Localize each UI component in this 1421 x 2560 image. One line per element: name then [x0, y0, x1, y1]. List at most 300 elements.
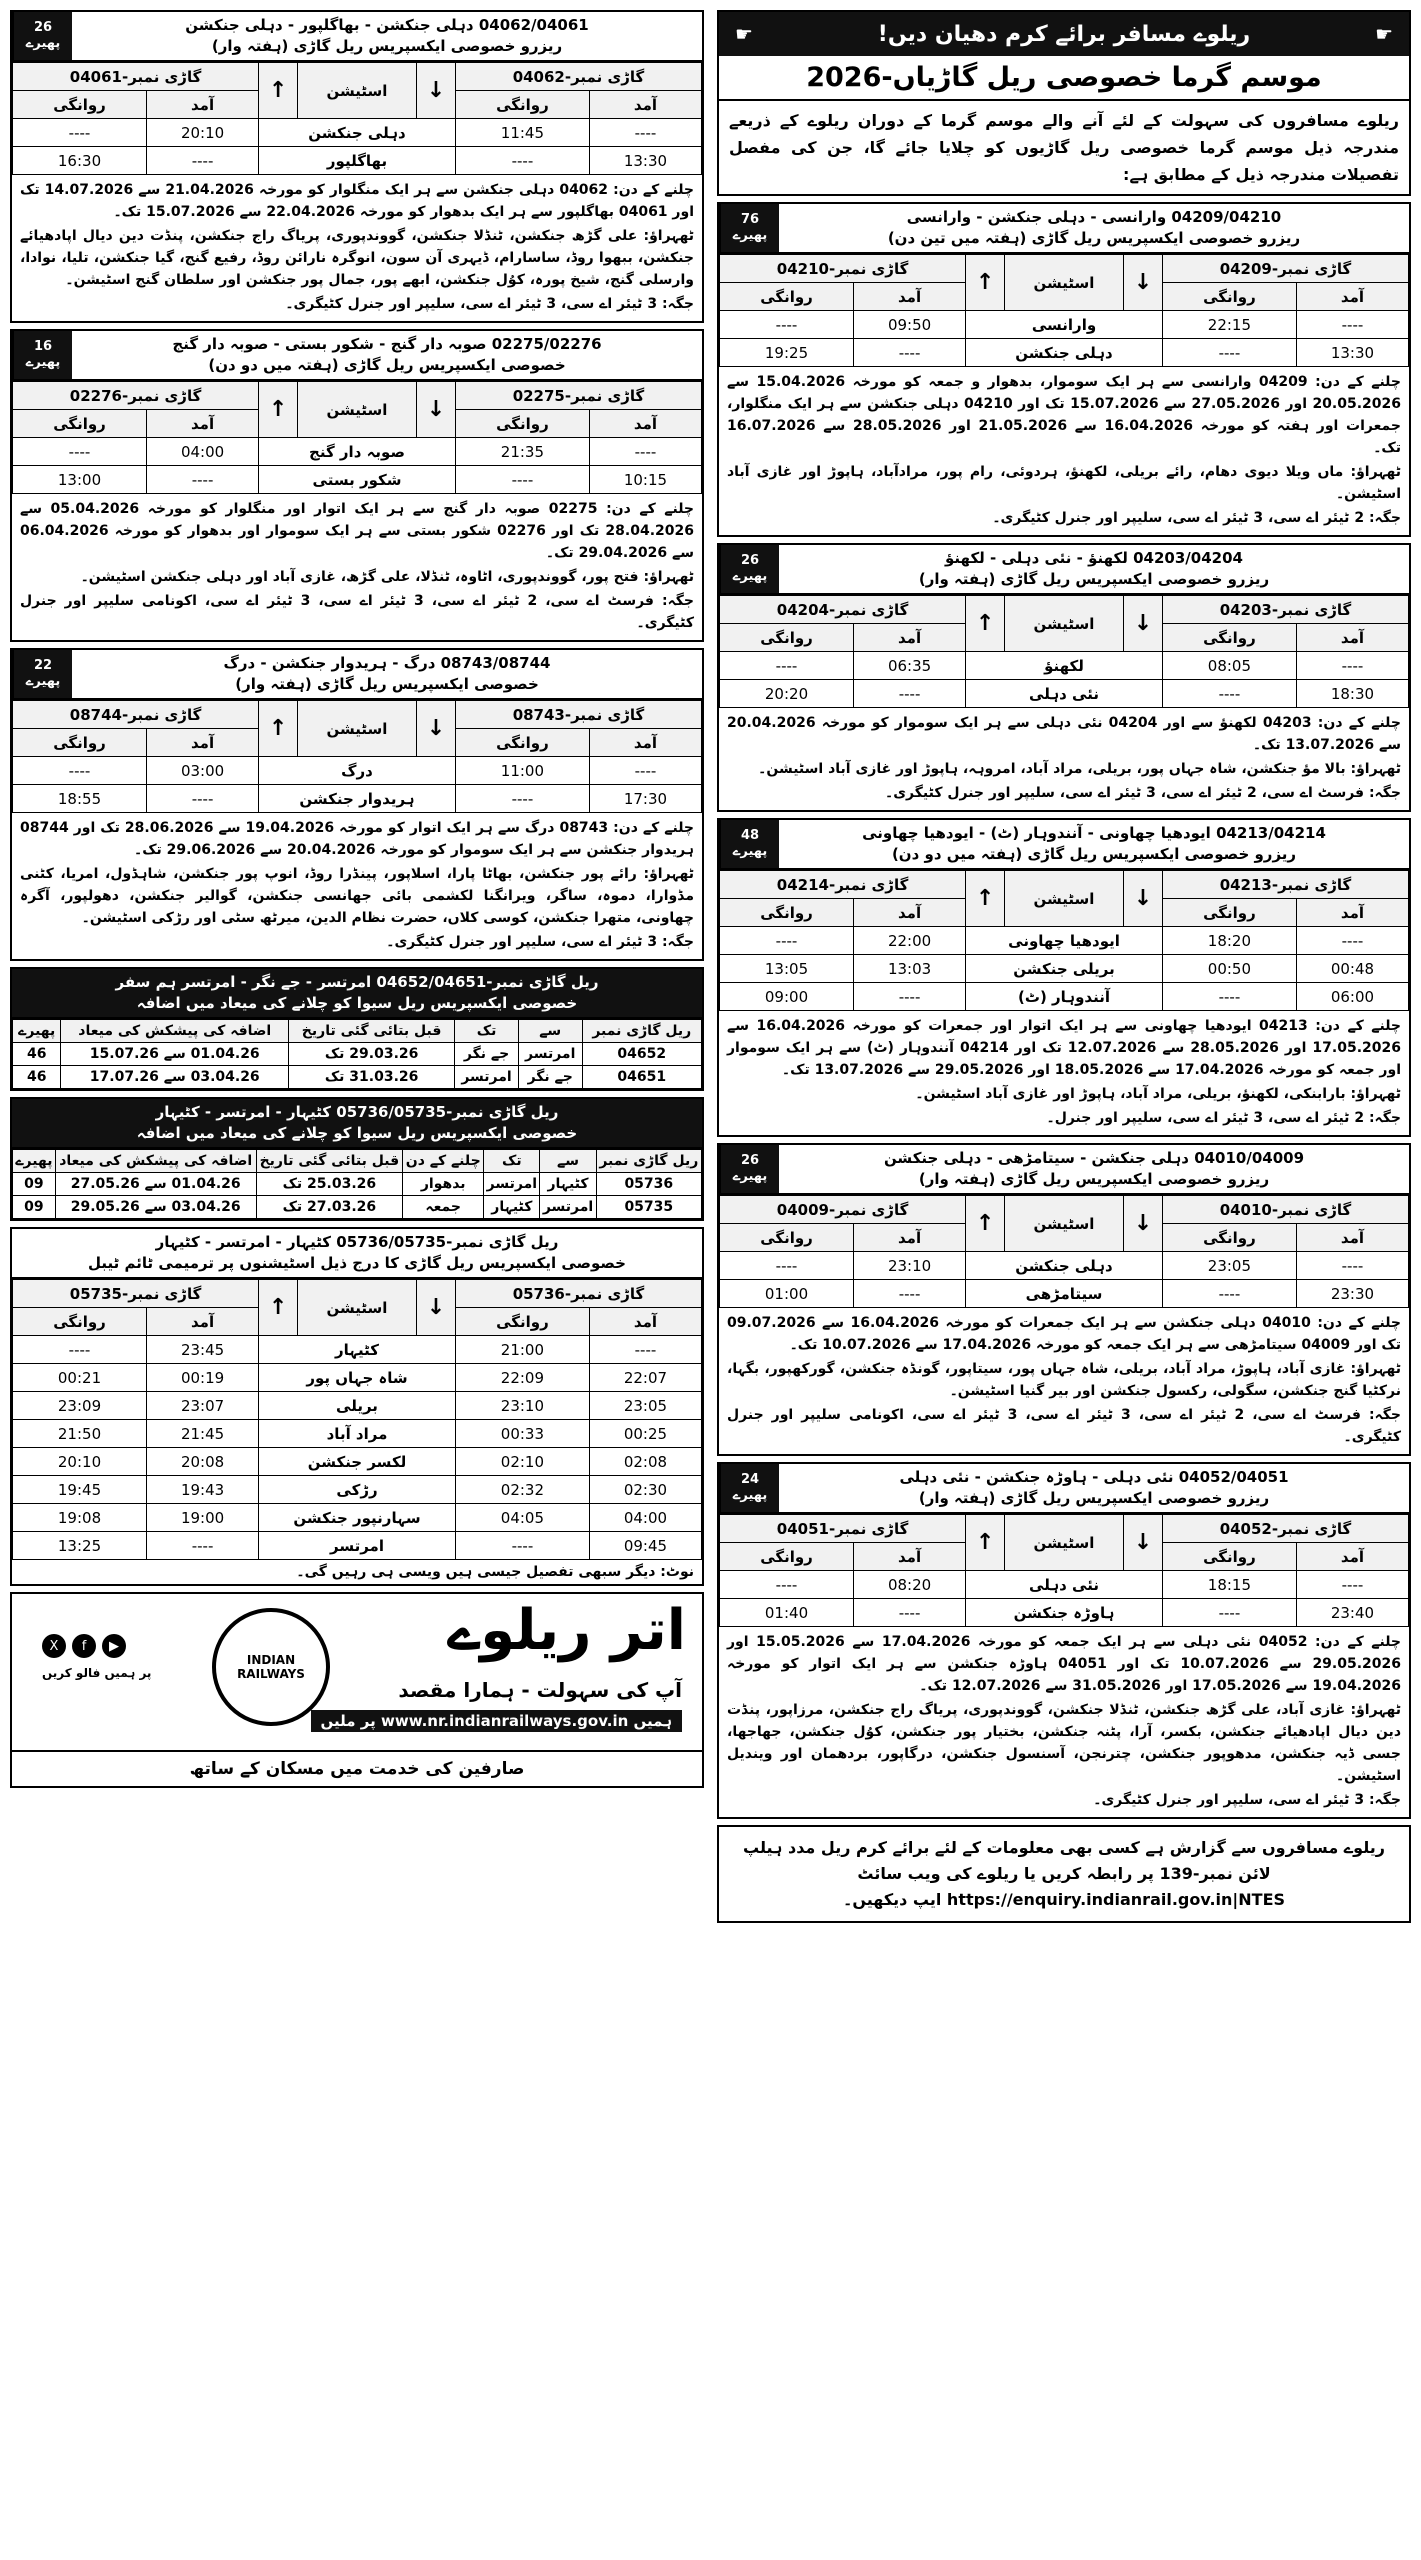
- arr-header: آمد: [1296, 1224, 1408, 1252]
- dep-header: روانگی: [13, 729, 147, 757]
- arr-header: آمد: [1296, 283, 1408, 311]
- dep-time-a: ----: [1162, 983, 1296, 1011]
- arrow-down-icon: ↓: [1123, 1515, 1162, 1571]
- train-number-b: گاڑی نمبر-04204: [720, 596, 966, 624]
- arr-time-a: ----: [589, 1336, 701, 1364]
- dep-header: روانگی: [455, 410, 589, 438]
- facebook-icon[interactable]: f: [72, 1634, 96, 1658]
- ext-row: [13, 1173, 702, 1196]
- arr-time-b: 08:20: [854, 1571, 966, 1599]
- dep-time-b: 19:25: [720, 339, 854, 367]
- train-title: [72, 12, 702, 60]
- arr-time-b: 19:43: [147, 1476, 259, 1504]
- train-type: ریزرو خصوصی ایکسپریس ریل گاڑی (ہفتہ میں دو دن): [891, 845, 1297, 863]
- running-days: چلنے کے دن: 08743 درگ سے ہر ایک اتوار کو مورخہ 19.04.2026 سے 28.06.2026 تک اور 08744 ہریدوار جنکشن سے ہر ایک سوموار کو مورخہ 20.04.2026 سے 29.06.2026 تک۔: [20, 820, 695, 858]
- arr-time-b: 22:00: [854, 927, 966, 955]
- station-row: [13, 147, 702, 175]
- dep-time-a: 22:09: [455, 1364, 589, 1392]
- arr-time-b: 00:19: [147, 1364, 259, 1392]
- station-name: سیتامڑھی: [966, 1280, 1163, 1308]
- train-header: [719, 820, 1409, 870]
- timetable: [12, 381, 702, 494]
- coaches: جگہ: فرسٹ اے سی، 2 ٹیئر اے سی، 3 ٹیئر اے سی، 3 ٹیئر اے سی، اکونامی سلیپر اور جنرل کٹیگری۔: [727, 1407, 1402, 1445]
- train-type: ریزرو خصوصی ایکسپریس ریل گاڑی (ہفتہ وار): [918, 1489, 1270, 1507]
- dep-time-b: 13:05: [720, 955, 854, 983]
- station-row: [13, 785, 702, 813]
- dep-time-a: 21:00: [455, 1336, 589, 1364]
- halts: ٹھہراؤ: بالا مؤ جنکشن، شاہ جہاں پور، بریلی، مراد آباد، امروہہ، ہاپوڑ اور غازی آباد اسٹیشن۔: [758, 761, 1401, 777]
- ext-cell: 46: [13, 1043, 61, 1066]
- halts: ٹھہراؤ: فتح پور، گووندپوری، اٹاوہ، ٹنڈلا، علی گڑھ، غازی آباد اور دہلی جنکشن اسٹیشن۔: [80, 569, 694, 585]
- arr-header: آمد: [589, 1308, 701, 1336]
- dep-header: روانگی: [720, 1543, 854, 1571]
- arrow-down-icon: ↓: [416, 63, 455, 119]
- helpline-notice: ریلوے مسافروں سے گزارش ہے کسی بھی معلومات کے لئے برائے کرم ریل مدد ہیلپ لائن نمبر-139 پر رابطہ کریں یا ریلوے کی ویب سائٹ https://enquiry.indianrail.gov.in|NTES ایپ دیکھیں۔: [717, 1825, 1411, 1923]
- train-notes: [719, 1627, 1409, 1817]
- arrow-up-icon: ↑: [966, 255, 1005, 311]
- station-row: [13, 466, 702, 494]
- arr-time-a: ----: [589, 757, 701, 785]
- station-row: [720, 983, 1409, 1011]
- dep-time-a: 02:10: [455, 1448, 589, 1476]
- train-title: [779, 545, 1409, 593]
- revised-title-line1: ریل گاڑی نمبر-05736/05735 کٹیہار - امرتسر - کٹیہار: [155, 1233, 559, 1251]
- station-row: [13, 1504, 702, 1532]
- dep-header: روانگی: [13, 410, 147, 438]
- arr-header: آمد: [1296, 624, 1408, 652]
- right-column: [717, 10, 1411, 1923]
- train-title: [779, 1464, 1409, 1512]
- ext-header: [12, 1099, 702, 1149]
- left-column: [10, 10, 704, 1788]
- arr-time-a: 00:25: [589, 1420, 701, 1448]
- arrow-down-icon: ↓: [416, 382, 455, 438]
- train-type: خصوصی ایکسپریس ریل گاڑی (ہفتہ میں دو دن): [208, 356, 566, 374]
- station-row: [720, 1252, 1409, 1280]
- trips-badge: 22 پھیرے: [12, 650, 72, 698]
- station-row: [13, 1364, 702, 1392]
- coaches: جگہ: 3 ٹیئر اے سی، 3 ٹیئر اے سی، سلیپر اور جنرل کٹیگری۔: [285, 296, 694, 312]
- dep-time-a: 02:32: [455, 1476, 589, 1504]
- arr-time-a: ----: [1296, 652, 1408, 680]
- arr-time-b: 23:10: [854, 1252, 966, 1280]
- arrow-down-icon: ↓: [1123, 1196, 1162, 1252]
- arr-time-a: 17:30: [589, 785, 701, 813]
- ext-cell: 09: [13, 1196, 56, 1219]
- website-label[interactable]: ہمیں www.nr.indianrailways.gov.in پر ملیں: [311, 1710, 682, 1732]
- train-route: 08743/08744 درگ - ہریدوار جنکشن - درگ: [223, 654, 551, 672]
- arr-time-b: 03:00: [147, 757, 259, 785]
- dep-time-a: 23:05: [1162, 1252, 1296, 1280]
- trips-badge: 16 پھیرے: [12, 331, 72, 379]
- dep-time-b: 13:00: [13, 466, 147, 494]
- trips-badge: 26 پھیرے: [719, 1145, 779, 1193]
- arr-time-b: 06:35: [854, 652, 966, 680]
- ext-cell: جے نگر: [518, 1066, 582, 1089]
- train-number-a: گاڑی نمبر-04062: [455, 63, 701, 91]
- dep-time-a: 18:15: [1162, 1571, 1296, 1599]
- station-name: لکسر جنکشن: [259, 1448, 456, 1476]
- train-number-a: گاڑی نمبر-05736: [455, 1280, 701, 1308]
- arr-time-a: ----: [1296, 927, 1408, 955]
- train-type: ریزرو خصوصی ایکسپریس ریل گاڑی (ہفتہ وار): [918, 570, 1270, 588]
- station-name: نئی دہلی: [966, 680, 1163, 708]
- northern-railway-footer: [10, 1592, 704, 1788]
- station-header: اسٹیشن: [298, 382, 417, 438]
- arr-time-b: 09:50: [854, 311, 966, 339]
- arr-header: آمد: [854, 1224, 966, 1252]
- arrow-up-icon: ↑: [966, 1196, 1005, 1252]
- arr-time-a: ----: [1296, 1252, 1408, 1280]
- x-twitter-icon[interactable]: X: [42, 1634, 66, 1658]
- arr-time-b: 21:45: [147, 1420, 259, 1448]
- arr-time-a: 23:05: [589, 1392, 701, 1420]
- ext-row: [13, 1066, 702, 1089]
- station-name: ہاوڑہ جنکشن: [966, 1599, 1163, 1627]
- train-type: ریزرو خصوصی ایکسپریس ریل گاڑی (ہفتہ وار): [918, 1170, 1270, 1188]
- ext-header-cell: پھیرے: [13, 1020, 61, 1043]
- dep-time-b: 18:55: [13, 785, 147, 813]
- arr-time-b: ----: [854, 339, 966, 367]
- arr-time-a: 04:00: [589, 1504, 701, 1532]
- brand-tagline: آپ کی سہولت - ہمارا مقصد: [398, 1678, 682, 1702]
- arr-header: آمد: [854, 899, 966, 927]
- arr-header: آمد: [1296, 899, 1408, 927]
- halts: ٹھہراؤ: ماں ویلا دیوی دھام، رائے بریلی، لکھنؤ، ہردوئی، رام پور، مرادآباد، ہاپوڑ اور غازی آباد اسٹیشن۔: [727, 464, 1401, 502]
- trips-badge: 76 پھیرے: [719, 204, 779, 252]
- train-number-a: گاڑی نمبر-04052: [1162, 1515, 1408, 1543]
- train-number-a: گاڑی نمبر-04203: [1162, 596, 1408, 624]
- station-row: [720, 339, 1409, 367]
- arr-time-b: 20:08: [147, 1448, 259, 1476]
- running-days: چلنے کے دن: 04062 دہلی جنکشن سے ہر ایک منگلوار کو مورخہ 21.04.2026 سے 14.07.2026 تک اور 04061 بھاگلپور سے ہر ایک بدھوار کو مورخہ 22.04.2026 سے 15.07.2026 تک۔: [20, 182, 695, 220]
- dep-time-b: 23:09: [13, 1392, 147, 1420]
- station-name: ایودھیا چھاونی: [966, 927, 1163, 955]
- dep-header: روانگی: [1162, 1224, 1296, 1252]
- social-links: [42, 1634, 126, 1658]
- arr-header: آمد: [589, 729, 701, 757]
- ext-row: [13, 1043, 702, 1066]
- arrow-up-icon: ↑: [259, 701, 298, 757]
- arr-time-a: 22:07: [589, 1364, 701, 1392]
- station-name: کٹیہار: [259, 1336, 456, 1364]
- dep-header: روانگی: [720, 899, 854, 927]
- indian-railways-emblem-icon: INDIAN RAILWAYS: [212, 1608, 330, 1726]
- train-route: 04203/04204 لکھنؤ - نئی دہلی - لکھنؤ: [945, 549, 1243, 567]
- ext-row: [13, 1196, 702, 1219]
- ext-cell: کٹیہار: [540, 1173, 596, 1196]
- station-name: سہارنپور جنکشن: [259, 1504, 456, 1532]
- train-route: 04213/04214 ایودھیا چھاونی - آنندوہار (ٹ) - ایودھیا چھاونی: [862, 824, 1326, 842]
- ext-cell: امرتسر: [455, 1066, 519, 1089]
- dep-time-a: 08:05: [1162, 652, 1296, 680]
- train-title: [72, 331, 702, 379]
- station-name: شکور بستی: [259, 466, 456, 494]
- train-title: [779, 820, 1409, 868]
- ext-cell: کٹیہار: [484, 1196, 540, 1219]
- ext-cell: 03.04.26 سے 17.07.26: [61, 1066, 289, 1089]
- arrow-up-icon: ↑: [259, 63, 298, 119]
- pointing-hand-icon: ☛: [735, 22, 753, 46]
- arr-time-b: ----: [147, 785, 259, 813]
- station-name: صوبہ دار گنج: [259, 438, 456, 466]
- dep-time-a: ----: [1162, 339, 1296, 367]
- arr-time-a: 23:30: [1296, 1280, 1408, 1308]
- dep-time-a: 00:33: [455, 1420, 589, 1448]
- arr-time-b: 04:00: [147, 438, 259, 466]
- arr-time-b: 13:03: [854, 955, 966, 983]
- train-type: ریزرو خصوصی ایکسپریس ریل گاڑی (ہفتہ میں تین دن): [887, 229, 1301, 247]
- dep-time-a: ----: [455, 466, 589, 494]
- dep-time-b: 13:25: [13, 1532, 147, 1560]
- revised-timetable-05736: [10, 1227, 704, 1586]
- timetable: [12, 62, 702, 175]
- arrow-up-icon: ↑: [966, 871, 1005, 927]
- arr-time-b: ----: [147, 147, 259, 175]
- coaches: جگہ: 2 ٹیئر اے سی، 3 ٹیئر اے سی، سلیپر اور جنرل۔: [1046, 1110, 1401, 1126]
- station-name: لکھنؤ: [966, 652, 1163, 680]
- station-row: [13, 1532, 702, 1560]
- ext-cell: 25.03.26 تک: [256, 1173, 403, 1196]
- train-title: [779, 204, 1409, 252]
- timetable: [719, 254, 1409, 367]
- ext-header-cell: چلنے کے دن: [403, 1150, 484, 1173]
- revised-rows: [13, 1336, 702, 1560]
- arrow-up-icon: ↑: [966, 1515, 1005, 1571]
- arrow-up-icon: ↑: [259, 382, 298, 438]
- arr-time-a: 23:40: [1296, 1599, 1408, 1627]
- ext-table: [12, 1149, 702, 1219]
- revised-header: [12, 1229, 702, 1279]
- ext-cell: امرتسر: [540, 1196, 596, 1219]
- arr-time-a: 18:30: [1296, 680, 1408, 708]
- train-title: [72, 650, 702, 698]
- timetable: [719, 595, 1409, 708]
- train-number-b: گاڑی نمبر-04210: [720, 255, 966, 283]
- arr-time-b: ----: [147, 466, 259, 494]
- arr-time-a: 06:00: [1296, 983, 1408, 1011]
- arr-time-a: 02:30: [589, 1476, 701, 1504]
- arr-header: آمد: [589, 410, 701, 438]
- train-notes: [12, 494, 702, 640]
- halts: ٹھہراؤ: بارابنکی، لکھنؤ، بریلی، مراد آباد، ہاپوڑ اور غازی آباد اسٹیشن۔: [915, 1086, 1401, 1102]
- train-card-04209: [717, 202, 1411, 537]
- arr-header: آمد: [1296, 1543, 1408, 1571]
- arr-time-a: 00:48: [1296, 955, 1408, 983]
- station-row: [13, 1392, 702, 1420]
- ext-header-cell: سے: [518, 1020, 582, 1043]
- ext-header-cell: اضافہ کی پیشکش کی میعاد: [55, 1150, 256, 1173]
- train-card-04062: [10, 10, 704, 323]
- notice-banner: [719, 12, 1409, 56]
- ext-cell: 05736: [596, 1173, 701, 1196]
- arr-time-a: 13:30: [1296, 339, 1408, 367]
- train-number-b: گاڑی نمبر-05735: [13, 1280, 259, 1308]
- ext-cell: 29.03.26 تک: [289, 1043, 455, 1066]
- trips-badge: 24 پھیرے: [719, 1464, 779, 1512]
- station-name: آنندوہار (ٹ): [966, 983, 1163, 1011]
- notice-intro: ریلوے مسافروں کی سہولت کے لئے آنے والے موسم گرما کے دوران ریلوے کے ذریعے مندرجہ ذیل موسم گرما خصوصی ریل گاڑیوں کو چلایا جائے گا، جن کی مفصل تفصیلات مندرجہ ذیل کے مطابق ہے:: [729, 111, 1399, 184]
- dep-time-b: 21:50: [13, 1420, 147, 1448]
- station-name: دہلی جنکشن: [259, 119, 456, 147]
- train-card-08743: [10, 648, 704, 961]
- extension-04652: [10, 967, 704, 1091]
- ext-header-cell: قبل بتائی گئی تاریخ: [256, 1150, 403, 1173]
- timetable: [12, 700, 702, 813]
- station-row: [13, 757, 702, 785]
- arrow-up-icon: ↑: [259, 1280, 298, 1336]
- ext-cell: 04651: [582, 1066, 701, 1089]
- dep-time-b: ----: [13, 757, 147, 785]
- station-row: [13, 1336, 702, 1364]
- train-number-a: گاڑی نمبر-02275: [455, 382, 701, 410]
- dep-time-a: ----: [1162, 680, 1296, 708]
- train-type: ریزرو خصوصی ایکسپریس ریل گاڑی (ہفتہ وار): [211, 37, 563, 55]
- dep-header: روانگی: [720, 1224, 854, 1252]
- train-card-04203: [717, 543, 1411, 812]
- train-route: 04052/04051 نئی دہلی - ہاوڑہ جنکشن - نئی دہلی: [899, 1468, 1289, 1486]
- dep-time-a: ----: [455, 147, 589, 175]
- dep-time-b: 16:30: [13, 147, 147, 175]
- arr-time-b: 23:45: [147, 1336, 259, 1364]
- arr-time-a: ----: [1296, 311, 1408, 339]
- station-name: نئی دہلی: [966, 1571, 1163, 1599]
- train-number-a: گاڑی نمبر-04209: [1162, 255, 1408, 283]
- ext-header-cell: پھیرے: [13, 1150, 56, 1173]
- dep-time-b: ----: [720, 652, 854, 680]
- ext-cell: جے نگر: [455, 1043, 519, 1066]
- dep-time-a: 04:05: [455, 1504, 589, 1532]
- notice-header: [717, 10, 1411, 196]
- arrow-down-icon: ↓: [1123, 255, 1162, 311]
- arr-time-a: 13:30: [589, 147, 701, 175]
- ext-header-cell: سے: [540, 1150, 596, 1173]
- arr-time-b: ----: [147, 1532, 259, 1560]
- station-header: اسٹیشن: [1005, 255, 1124, 311]
- dep-time-b: ----: [13, 119, 147, 147]
- train-notes: [719, 367, 1409, 535]
- ext-cell: 04652: [582, 1043, 701, 1066]
- station-row: [13, 1448, 702, 1476]
- dep-time-b: ----: [13, 1336, 147, 1364]
- train-card-04052: [717, 1462, 1411, 1819]
- train-title: [779, 1145, 1409, 1193]
- ext-title: ریل گاڑی نمبر-05736/05735 کٹیہار - امرتسر - کٹیہار خصوصی ایکسپریس ریل سیوا کو چلانے کی میعاد میں اضافہ: [12, 1099, 702, 1147]
- ext-cell: 27.03.26 تک: [256, 1196, 403, 1219]
- arr-time-a: 10:15: [589, 466, 701, 494]
- ext-cell: امرتسر: [484, 1173, 540, 1196]
- station-header: اسٹیشن: [298, 63, 417, 119]
- dep-header: روانگی: [455, 91, 589, 119]
- dep-header: روانگی: [1162, 283, 1296, 311]
- station-row: [13, 1420, 702, 1448]
- youtube-icon[interactable]: ▶: [102, 1634, 126, 1658]
- running-days: چلنے کے دن: 04203 لکھنؤ سے اور 04204 نئی دہلی سے ہر ایک سوموار کو مورخہ 20.04.2026 سے 13.07.2026 تک۔: [727, 715, 1401, 753]
- arr-time-a: 02:08: [589, 1448, 701, 1476]
- arrow-down-icon: ↓: [416, 1280, 455, 1336]
- train-number-a: گاڑی نمبر-04213: [1162, 871, 1408, 899]
- station-header: اسٹیشن: [1005, 1196, 1124, 1252]
- timetable: [719, 870, 1409, 1011]
- train-header: [719, 1464, 1409, 1514]
- ext-header-cell: ریل گاڑی نمبر: [596, 1150, 701, 1173]
- ext-cell: جمعہ: [403, 1196, 484, 1219]
- dep-header: روانگی: [720, 624, 854, 652]
- trips-badge: 48 پھیرے: [719, 820, 779, 868]
- dep-time-b: ----: [720, 311, 854, 339]
- revised-table: [12, 1279, 702, 1560]
- station-header: اسٹیشن: [298, 1280, 417, 1336]
- trips-badge: 26 پھیرے: [719, 545, 779, 593]
- dep-time-a: ----: [1162, 1599, 1296, 1627]
- dep-time-a: 21:35: [455, 438, 589, 466]
- station-row: [720, 1280, 1409, 1308]
- coaches: جگہ: فرسٹ اے سی، 2 ٹیئر اے سی، 3 ٹیئر اے سی، 3 ٹیئر اے سی، اکونامی سلیپر اور جنرل کٹیگری۔: [20, 593, 695, 631]
- ext-cell: 05735: [596, 1196, 701, 1219]
- ext-header-cell: تک: [455, 1020, 519, 1043]
- station-row: [720, 927, 1409, 955]
- dep-time-b: 01:40: [720, 1599, 854, 1627]
- station-header: اسٹیشن: [1005, 596, 1124, 652]
- train-number-b: گاڑی نمبر-04061: [13, 63, 259, 91]
- trips-badge: 26 پھیرے: [12, 12, 72, 60]
- dep-time-b: ----: [720, 1571, 854, 1599]
- train-route: 04062/04061 دہلی جنکشن - بھاگلپور - دہلی جنکشن: [185, 16, 589, 34]
- arr-time-a: 09:45: [589, 1532, 701, 1560]
- station-name: بھاگلپور: [259, 147, 456, 175]
- train-header: [719, 1145, 1409, 1195]
- dep-header: روانگی: [455, 729, 589, 757]
- halts: ٹھہراؤ: غازی آباد، ہاپوڑ، مراد آباد، بریلی، شاہ جہاں پور، سیتاپور، گونڈہ جنکشن، گورکھپور، بگہا، نرکٹیا گنج جنکشن، سگولی، رکسول جنکشن اور بیر گنیا اسٹیشن۔: [727, 1361, 1401, 1399]
- ext-cell: 31.03.26 تک: [289, 1066, 455, 1089]
- halts: ٹھہراؤ: رائے پور جنکشن، بھاٹا پارا، اسلاپور، پینڈرا روڈ، انوپ پور جنکشن، شاہڈول، امریا، کٹنی مڈوارا، دموہ، ساگر، ویرانگنا لکشمی بائی جھانسی جنکشن، گوالیر جنکشن، دھولپور، آگرہ چھاونی، متھرا جنکشن، کوسی کلاں، حضرت نظام الدین، میرٹھ سٹی اور رڑکی اسٹیشن۔: [20, 866, 694, 926]
- train-notes: [12, 813, 702, 959]
- arr-header: آمد: [147, 729, 259, 757]
- dep-time-a: 23:10: [455, 1392, 589, 1420]
- dep-time-a: 00:50: [1162, 955, 1296, 983]
- halts: ٹھہراؤ: غازی آباد، علی گڑھ جنکشن، ٹنڈلا جنکشن، گووندپوری، پریاگ راج جنکشن، مرزاپور، پنڈت دین دیال اپادھیائے جنکشن، بکسر، آرا، پٹنہ جنکشن، بختیار پور جنکشن، کوُل جنکشن، جھاجھا، جسی ڈیہ جنکشن، مدھوپور جنکشن، چترنجن، آسنسول جنکشن، درگاپور، بردھمان اور ویندیل اسٹیشن۔: [727, 1702, 1401, 1784]
- coaches: جگہ: 3 ٹیئر اے سی، سلیپر اور جنرل کٹیگری۔: [386, 934, 694, 950]
- arr-time-b: ----: [854, 983, 966, 1011]
- ext-cell: 09: [13, 1173, 56, 1196]
- train-route: 04010/04009 دہلی جنکشن - سیتامڑھی - دہلی جنکشن: [883, 1149, 1305, 1167]
- station-header: اسٹیشن: [1005, 1515, 1124, 1571]
- station-row: [720, 311, 1409, 339]
- station-header: اسٹیشن: [1005, 871, 1124, 927]
- station-name: بریلی: [259, 1392, 456, 1420]
- ext-cell: 01.04.26 سے 27.05.26: [55, 1173, 256, 1196]
- notice-subtitle: موسم گرما خصوصی ریل گاڑیاں-2026: [719, 56, 1409, 101]
- brand-name: اتر ریلوے: [447, 1598, 686, 1663]
- train-type: خصوصی ایکسپریس ریل گاڑی (ہفتہ وار): [235, 675, 539, 693]
- station-row: [720, 1599, 1409, 1627]
- pointing-hand-icon: ☛: [1375, 22, 1393, 46]
- arrow-down-icon: ↓: [1123, 871, 1162, 927]
- coaches: جگہ: 2 ٹیئر اے سی، 3 ٹیئر اے سی، سلیپر اور جنرل کٹیگری۔: [992, 510, 1401, 526]
- arrow-down-icon: ↓: [416, 701, 455, 757]
- dep-time-a: ----: [455, 1532, 589, 1560]
- coaches: جگہ: 3 ٹیئر اے سی، سلیپر اور جنرل کٹیگری۔: [1093, 1792, 1401, 1808]
- station-row: [720, 955, 1409, 983]
- ext-title: ریل گاڑی نمبر-04652/04651 امرتسر - جے نگر - امرتسر ہم سفر خصوصی ایکسپریس ریل سیوا کو چلانے کی میعاد میں اضافہ: [12, 969, 702, 1017]
- train-number-b: گاڑی نمبر-08744: [13, 701, 259, 729]
- train-card-02275: [10, 329, 704, 642]
- dep-header: روانگی: [1162, 1543, 1296, 1571]
- train-notes: [719, 1011, 1409, 1135]
- dep-header: روانگی: [13, 91, 147, 119]
- extension-05736: [10, 1097, 704, 1221]
- revised-title-line2: خصوصی ایکسپریس ریل گاڑی کا درج ذیل اسٹیشنوں پر ترمیمی ٹائم ٹیبل: [87, 1254, 626, 1272]
